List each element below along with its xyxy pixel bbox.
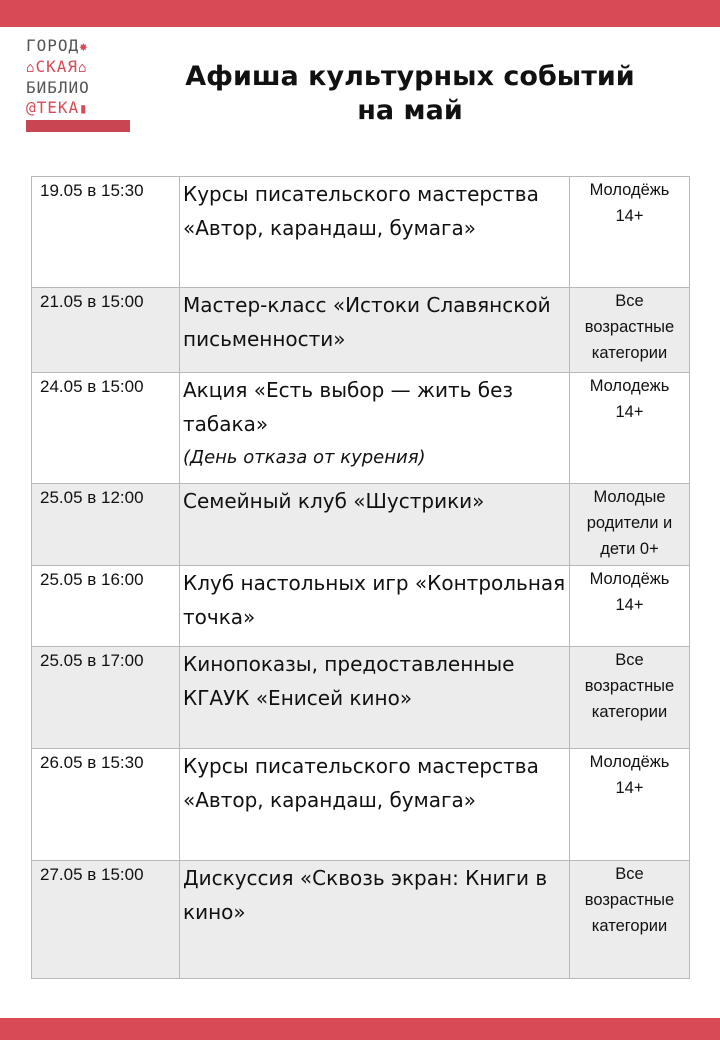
table-row — [32, 177, 690, 288]
top-accent-bar — [0, 0, 720, 27]
event-date: 27.05 в 15:00 — [32, 861, 180, 979]
event-audience: Молодёжь 14+ — [570, 749, 690, 861]
event-date: 25.05 в 16:00 — [32, 566, 180, 647]
event-date: 26.05 в 15:30 — [32, 749, 180, 861]
table-row — [32, 749, 690, 861]
title-line-1: Афиша культурных событий — [185, 61, 635, 92]
sun-icon: ✸ — [79, 39, 89, 55]
events-table — [31, 176, 690, 979]
event-audience: Молодые родители и дети 0+ — [570, 484, 690, 566]
event-title: Курсы писательского мастерства «Автор, карандаш, бумага» — [180, 749, 570, 861]
table-row — [32, 373, 690, 484]
bottom-accent-bar — [0, 1018, 720, 1040]
event-note: (День отказа от курения) — [183, 447, 426, 468]
event-title: Семейный клуб «Шустрики» — [180, 484, 570, 566]
table-row — [32, 861, 690, 979]
event-audience: Все возрастные категории — [570, 288, 690, 373]
event-audience: Все возрастные категории — [570, 861, 690, 979]
logo-line-3: БИБЛИО — [26, 78, 90, 97]
event-title: Кинопоказы, предоставленные КГАУК «Енисей кино» — [180, 647, 570, 749]
church-icon: ⌂ — [26, 60, 36, 76]
page-title — [150, 60, 670, 128]
event-date: 19.05 в 15:30 — [32, 177, 180, 288]
event-date: 25.05 в 12:00 — [32, 484, 180, 566]
event-title: Акция «Есть выбор — жить без табака» (День отказа от курения) — [180, 373, 570, 484]
books-icon: ▮ — [79, 101, 89, 117]
event-date: 24.05 в 15:00 — [32, 373, 180, 484]
table-row — [32, 484, 690, 566]
table-row — [32, 647, 690, 749]
event-title: Клуб настольных игр «Контрольная точка» — [180, 566, 570, 647]
event-date: 21.05 в 15:00 — [32, 288, 180, 373]
logo-line-4: @ТЕКА▮ — [26, 98, 89, 117]
table-row — [32, 566, 690, 647]
logo-line-2: ⌂СКАЯ⌂ — [26, 57, 88, 76]
event-date: 25.05 в 17:00 — [32, 647, 180, 749]
event-audience: Молодёжь 14+ — [570, 177, 690, 288]
event-title: Курсы писательского мастерства «Автор, карандаш, бумага» — [180, 177, 570, 288]
title-line-2: на май — [357, 95, 463, 126]
event-audience: Молодёжь 14+ — [570, 566, 690, 647]
book-icon — [26, 120, 130, 132]
building-icon: ⌂ — [77, 60, 88, 76]
logo-line-1: ГОРОД✸ — [26, 36, 89, 55]
event-audience: Все возрастные категории — [570, 647, 690, 749]
event-title: Мастер-класс «Истоки Славянской письменности» — [180, 288, 570, 373]
event-title: Дискуссия «Сквозь экран: Книги в кино» — [180, 861, 570, 979]
event-audience: Молодежь 14+ — [570, 373, 690, 484]
table-row — [32, 288, 690, 373]
library-logo — [26, 36, 134, 136]
